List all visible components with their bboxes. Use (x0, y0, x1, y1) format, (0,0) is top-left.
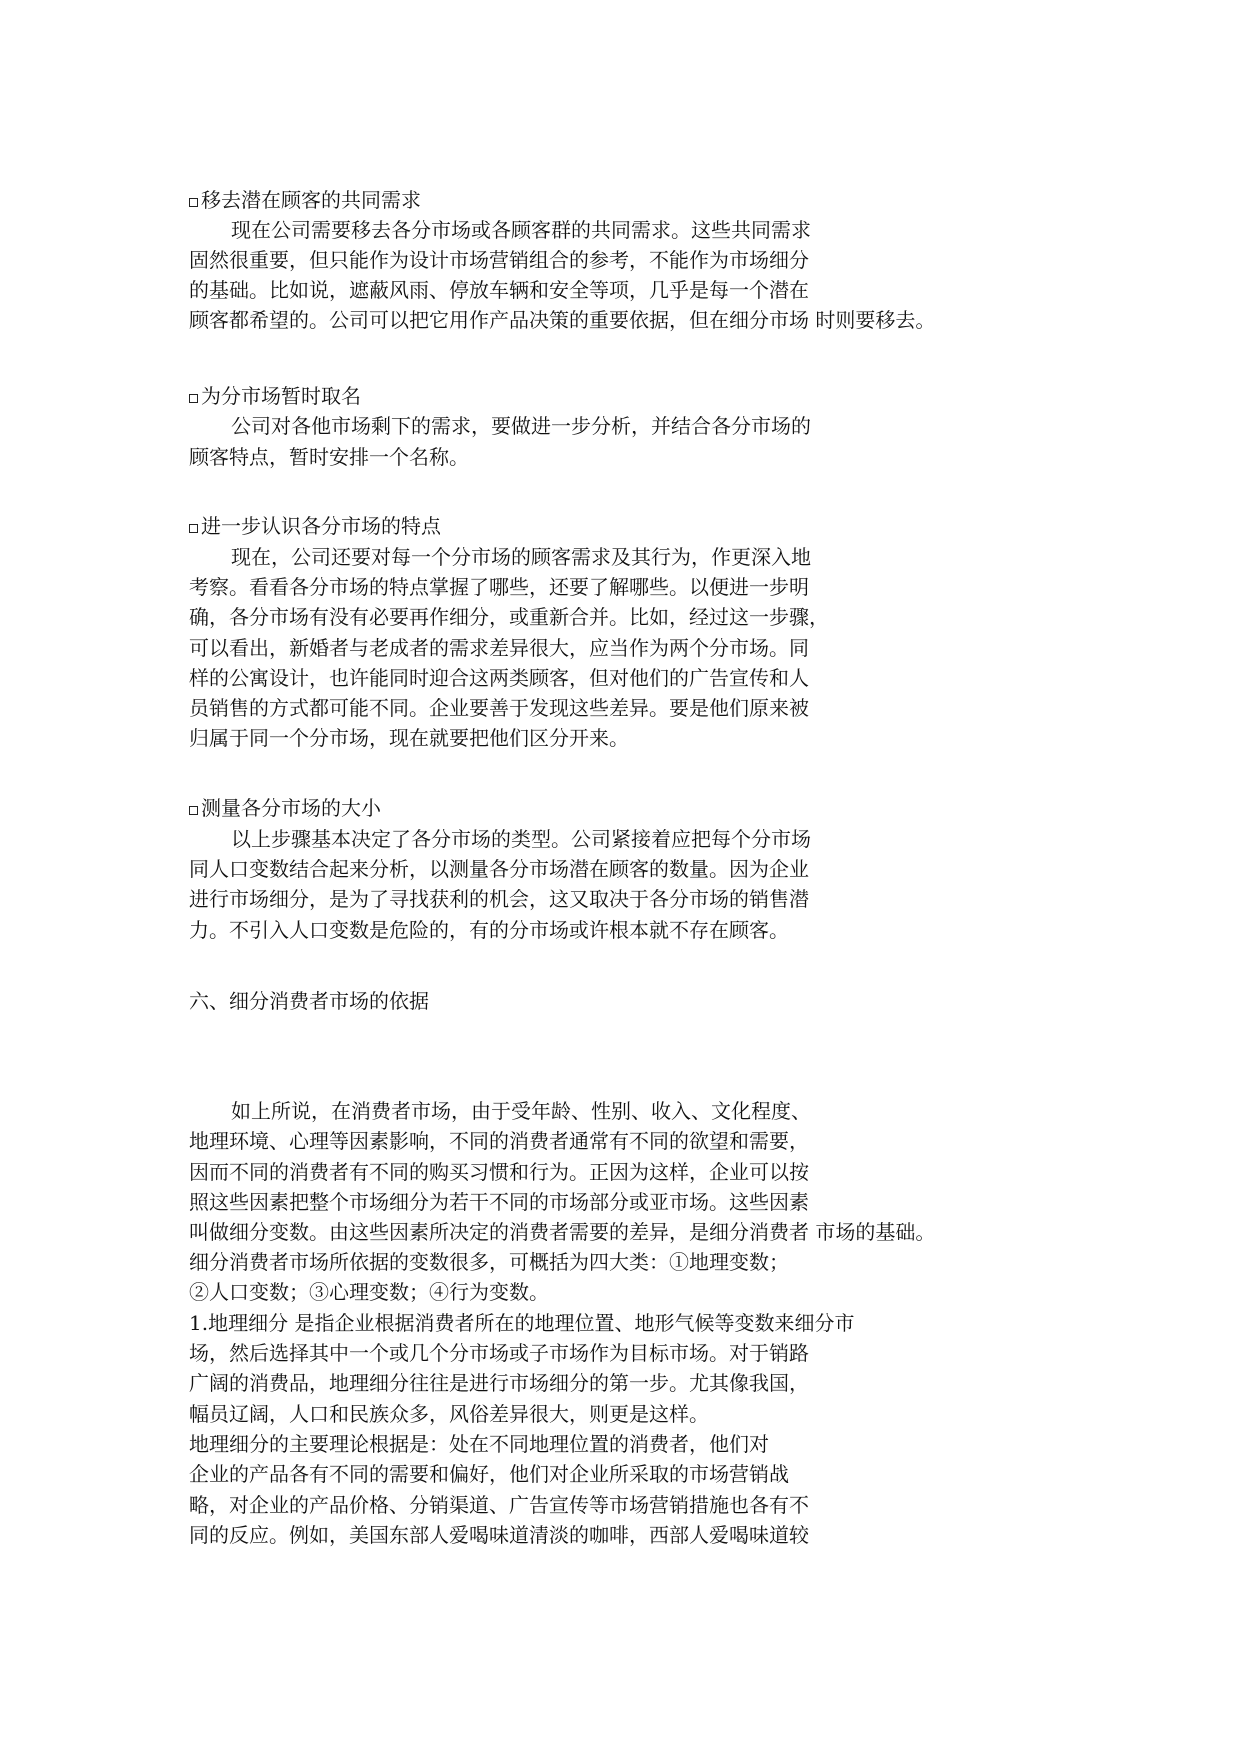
paragraph-line: 同人口变数结合起来分析，以测量各分市场潜在顾客的数量。因为企业 (189, 857, 809, 881)
chapter-heading: 六、细分消费者市场的依据 (189, 989, 429, 1013)
section-heading: 为分市场暂时取名 (189, 382, 361, 410)
paragraph-line: 现在公司需要移去各分市场或各顾客群的共同需求。这些共同需求 (231, 218, 811, 242)
paragraph-line: 确，各分市场有没有必要再作细分，或重新合并。比如，经过这一步骤， (189, 605, 829, 629)
paragraph-line: 现在，公司还要对每一个分市场的顾客需求及其行为，作更深入地 (231, 545, 811, 569)
paragraph-line: 顾客都希望的。公司可以把它用作产品决策的重要依据，但在细分市场 时则要移去。 (189, 308, 936, 332)
paragraph-line: 场，然后选择其中一个或几个分市场或子市场作为目标市场。对于销路 (189, 1341, 809, 1365)
paragraph-line: 1.地理细分 是指企业根据消费者所在的地理位置、地形气候等变数来细分市 (189, 1311, 855, 1335)
paragraph-line: 考察。看看各分市场的特点掌握了哪些，还要了解哪些。以便进一步明 (189, 575, 809, 599)
paragraph-line: 因而不同的消费者有不同的购买习惯和行为。正因为这样，企业可以按 (189, 1160, 809, 1184)
checkbox-bullet-icon (189, 524, 198, 533)
paragraph-line: 地理环境、心理等因素影响，不同的消费者通常有不同的欲望和需要， (189, 1129, 809, 1153)
paragraph-line: 叫做细分变数。由这些因素所决定的消费者需要的差异，是细分消费者 市场的基础。 (189, 1220, 936, 1244)
section-heading: 测量各分市场的大小 (189, 794, 381, 822)
section-heading: 移去潜在顾客的共同需求 (189, 186, 421, 214)
checkbox-bullet-icon (189, 806, 198, 815)
paragraph-line: 如上所说，在消费者市场，由于受年龄、性别、收入、文化程度、 (231, 1099, 811, 1123)
paragraph-line: 顾客特点，暂时安排一个名称。 (189, 445, 469, 469)
paragraph-line: 进行市场细分，是为了寻找获利的机会，这又取决于各分市场的销售潜 (189, 887, 809, 911)
paragraph-line: 样的公寓设计，也许能同时迎合这两类顾客，但对他们的广告宣传和人 (189, 666, 809, 690)
paragraph-line: 幅员辽阔，人口和民族众多，风俗差异很大，则更是这样。 (189, 1402, 709, 1426)
paragraph-line: 以上步骤基本决定了各分市场的类型。公司紧接着应把每个分市场 (231, 827, 811, 851)
paragraph-line: 可以看出，新婚者与老成者的需求差异很大，应当作为两个分市场。同 (189, 636, 809, 660)
paragraph-line: 力。不引入人口变数是危险的，有的分市场或许根本就不存在顾客。 (189, 918, 789, 942)
paragraph-line: 的基础。比如说，遮蔽风雨、停放车辆和安全等项，几乎是每一个潜在 (189, 278, 809, 302)
paragraph-line: 照这些因素把整个市场细分为若干不同的市场部分或亚市场。这些因素 (189, 1190, 809, 1214)
paragraph-line: 同的反应。例如，美国东部人爱喝味道清淡的咖啡，西部人爱喝味道较 (189, 1523, 809, 1547)
paragraph-line: 员销售的方式都可能不同。企业要善于发现这些差异。要是他们原来被 (189, 696, 809, 720)
checkbox-bullet-icon (189, 394, 198, 403)
paragraph-line: 地理细分的主要理论根据是：处在不同地理位置的消费者，他们对 (189, 1432, 769, 1456)
paragraph-line: 略，对企业的产品价格、分销渠道、广告宣传等市场营销措施也各有不 (189, 1493, 809, 1517)
paragraph-line: 细分消费者市场所依据的变数很多，可概括为四大类：①地理变数； (189, 1250, 789, 1274)
paragraph-line: 归属于同一个分市场，现在就要把他们区分开来。 (189, 726, 629, 750)
paragraph-line: 企业的产品各有不同的需要和偏好，他们对企业所采取的市场营销战 (189, 1462, 789, 1486)
paragraph-line: 公司对各他市场剩下的需求，要做进一步分析，并结合各分市场的 (231, 414, 811, 438)
section-heading: 进一步认识各分市场的特点 (189, 512, 441, 540)
paragraph-line: 固然很重要，但只能作为设计市场营销组合的参考，不能作为市场细分 (189, 248, 809, 272)
paragraph-line: 广阔的消费品，地理细分往往是进行市场细分的第一步。尤其像我国， (189, 1371, 809, 1395)
checkbox-bullet-icon (189, 198, 198, 207)
paragraph-line: ②人口变数；③心理变数；④行为变数。 (189, 1280, 549, 1304)
